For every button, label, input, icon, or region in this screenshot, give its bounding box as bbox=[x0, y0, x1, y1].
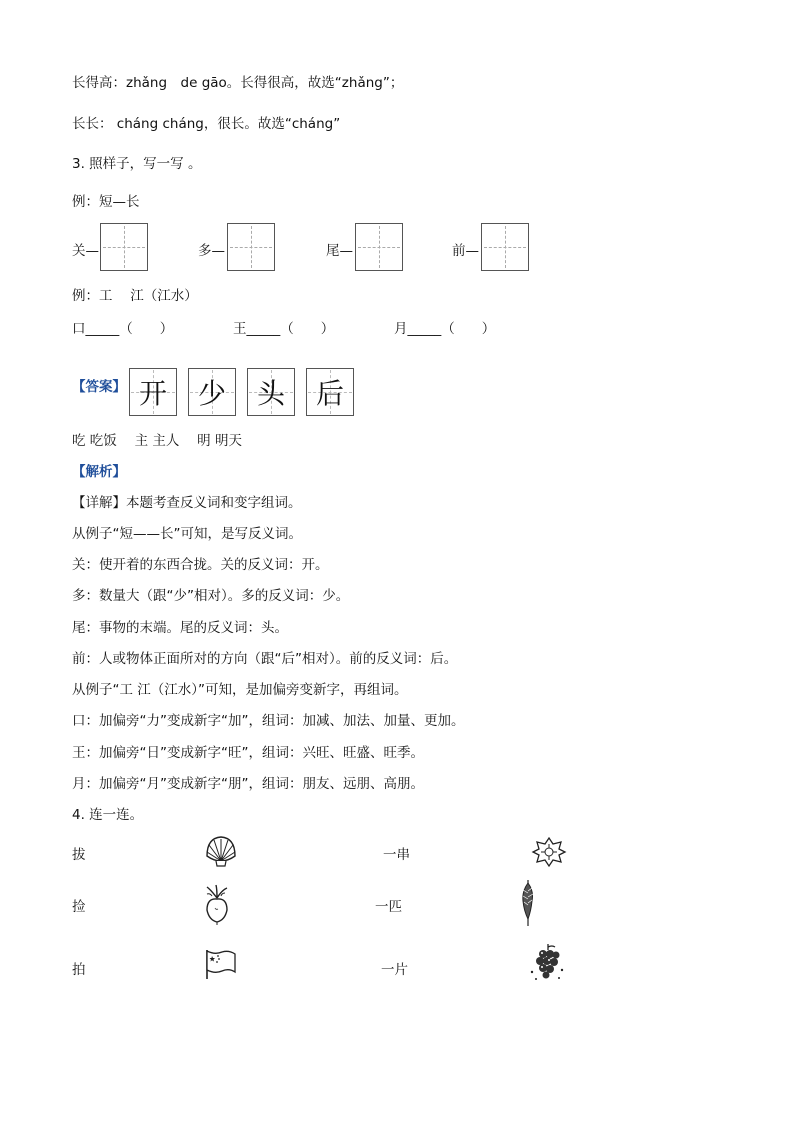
analysis-line: 多：数量大（跟“少”相对）。多的反义词：少。 bbox=[72, 588, 350, 604]
flag-icon[interactable] bbox=[202, 948, 238, 980]
example-radical: 例：工 江（江水） bbox=[72, 288, 198, 304]
verb-ba[interactable]: 拔 bbox=[72, 847, 86, 863]
pair-label-duo: 多— bbox=[198, 243, 225, 259]
answer-label: 【答案】 bbox=[72, 379, 126, 395]
analysis-line: 月：加偏旁“月”变成新字“朋”，组词：朋友、远朋、高朋。 bbox=[72, 776, 424, 792]
analysis-line: 从例子“短——长”可知，是写反义词。 bbox=[72, 526, 302, 542]
feather-icon[interactable] bbox=[519, 879, 537, 927]
answer-char: 后 bbox=[315, 377, 344, 410]
answer-box-3 bbox=[247, 368, 295, 416]
writing-box-1[interactable] bbox=[100, 223, 148, 271]
measure-yipian[interactable]: 一片 bbox=[381, 962, 408, 978]
shell-icon[interactable] bbox=[203, 834, 239, 868]
analysis-line: 王：加偏旁“日”变成新字“旺”，组词：兴旺、旺盛、旺季。 bbox=[72, 745, 424, 761]
verb-jian[interactable]: 捡 bbox=[72, 899, 86, 915]
writing-box-4[interactable] bbox=[481, 223, 529, 271]
writing-box-2[interactable] bbox=[227, 223, 275, 271]
example-antonym: 例：短—长 bbox=[72, 194, 140, 210]
analysis-line: 前：人或物体正面所对的方向（跟“后”相对）。前的反义词：后。 bbox=[72, 651, 458, 667]
analysis-line: 【详解】本题考查反义词和变字组词。 bbox=[72, 495, 302, 511]
analysis-line: 从例子“工 江（江水）”可知，是加偏旁变新字，再组词。 bbox=[72, 682, 408, 698]
question-3-title: 3. 照样子，写一写 。 bbox=[72, 156, 202, 172]
explanation-line-2: 长长： cháng cháng，很长。故选“cháng” bbox=[72, 116, 341, 132]
measure-yipi[interactable]: 一匹 bbox=[375, 899, 402, 915]
radish-icon[interactable] bbox=[203, 884, 231, 926]
verb-pai[interactable]: 拍 bbox=[72, 962, 86, 978]
answer-box-4 bbox=[306, 368, 354, 416]
grapes-icon[interactable] bbox=[526, 942, 570, 984]
analysis-line: 关：使开着的东西合拢。关的反义词：开。 bbox=[72, 557, 329, 573]
answer-char: 开 bbox=[138, 377, 167, 410]
analysis-line: 口：加偏旁“力”变成新字“加”，组词：加减、加法、加量、更加。 bbox=[72, 713, 465, 729]
explanation-line-1: 长得高：zhǎng de gāo。长得很高，故选“zhǎng”； bbox=[72, 75, 404, 91]
answer-box-1 bbox=[129, 368, 177, 416]
answer-box-2 bbox=[188, 368, 236, 416]
question-4-title: 4. 连一连。 bbox=[72, 807, 144, 823]
pair-label-guan: 关— bbox=[72, 243, 99, 259]
measure-yichuan[interactable]: 一串 bbox=[383, 847, 410, 863]
answer-words: 吃 吃饭 主 主人 明 明天 bbox=[72, 433, 242, 449]
pair-label-wei: 尾— bbox=[326, 243, 353, 259]
fill-kou[interactable]: 口_____（ ） bbox=[72, 321, 174, 337]
analysis-label: 【解析】 bbox=[72, 464, 126, 480]
answer-char: 头 bbox=[256, 377, 285, 410]
answer-char: 少 bbox=[197, 377, 226, 410]
writing-box-3[interactable] bbox=[355, 223, 403, 271]
analysis-line: 尾：事物的末端。尾的反义词：头。 bbox=[72, 620, 288, 636]
fill-yue[interactable]: 月_____（ ） bbox=[394, 321, 496, 337]
fill-wang[interactable]: 王_____（ ） bbox=[233, 321, 335, 337]
pair-label-qian: 前— bbox=[452, 243, 479, 259]
snowflake-icon[interactable] bbox=[531, 836, 567, 868]
